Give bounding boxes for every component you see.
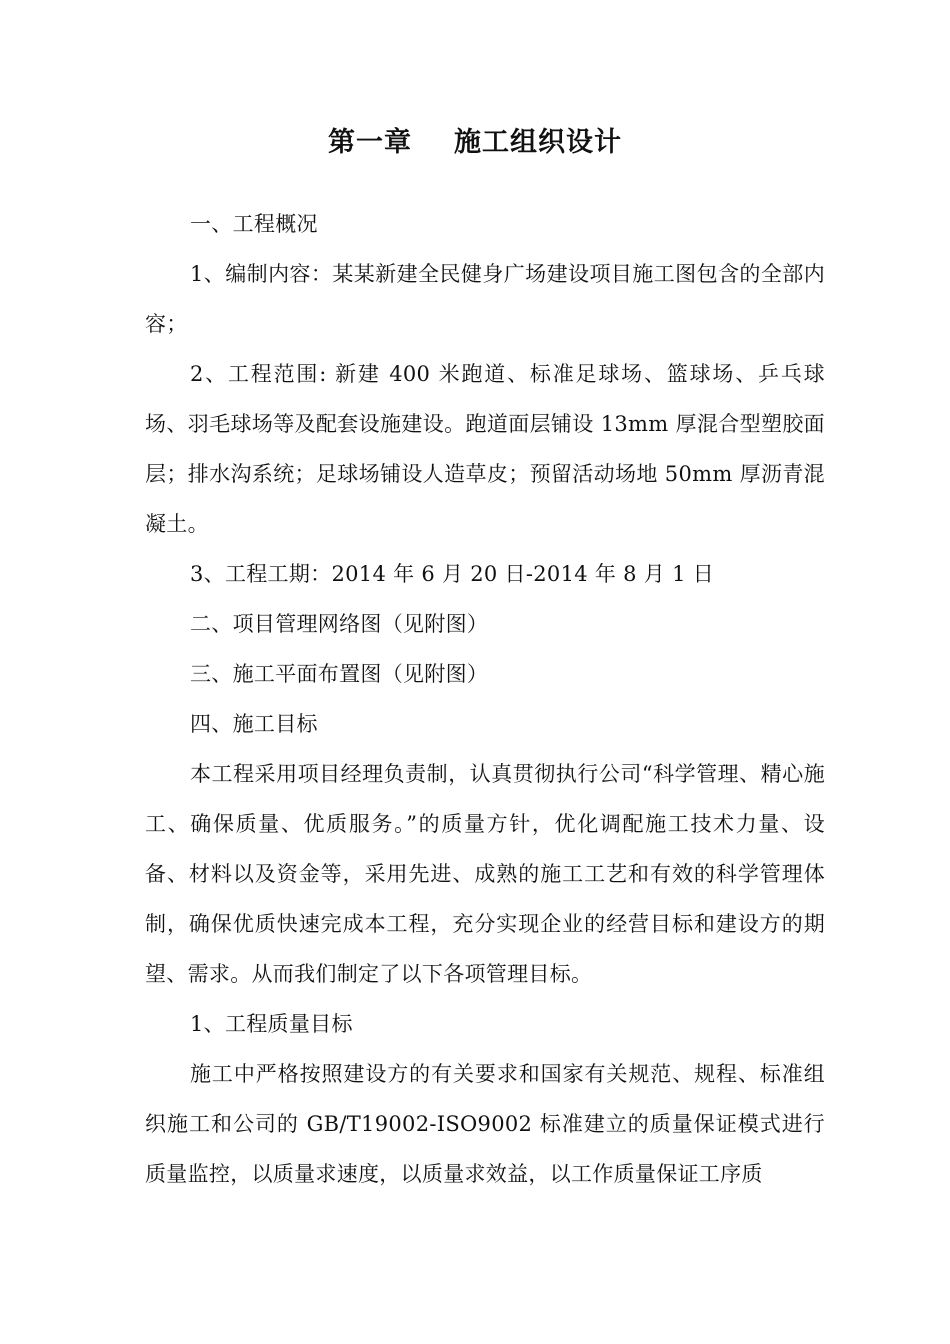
section-heading-layout: 三、施工平面布置图（见附图） (190, 662, 489, 686)
paragraph-content: 1、编制内容：某某新建全民健身广场建设项目施工图包含的全部内容； (145, 262, 825, 336)
chapter-number: 第一章 (328, 127, 412, 158)
section-heading-network: 二、项目管理网络图（见附图） (190, 612, 489, 636)
chapter-title (0, 120, 950, 159)
paragraph-schedule: 3、工程工期：2014 年 6 月 20 日-2014 年 8 月 1 日 (190, 562, 714, 586)
paragraph-goals: 本工程采用项目经理负责制，认真贯彻执行公司“科学管理、精心施工、确保质量、优质服务。”的质量方针，优化调配施工技术力量、设备、材料以及资金等，采用先进、成熟的施工工艺和有效的科学管理体制，确保优质快速完成本工程，充分实现企业的经营目标和建设方的期望、需求。从而我们制定了以下各项管理目标。 (145, 762, 825, 986)
section-heading-goals: 四、施工目标 (190, 712, 318, 736)
chapter-name: 施工组织设计 (454, 127, 622, 158)
section-heading-overview: 一、工程概况 (190, 212, 318, 236)
subheading-quality-goal: 1、工程质量目标 (190, 1012, 353, 1036)
paragraph-quality: 施工中严格按照建设方的有关要求和国家有关规范、规程、标准组织施工和公司的 GB/T19002-ISO9002 标准建立的质量保证模式进行质量监控，以质量求速度，以质量求效益，以工作质量保证工序质 (145, 1062, 825, 1186)
paragraph-scope: 2、工程范围: 新建 400 米跑道、标准足球场、篮球场、乒乓球场、羽毛球场等及配套设施建设。跑道面层铺设 13mm 厚混合型塑胶面层；排水沟系统；足球场铺设人造草皮；预留活动场地 50mm 厚沥青混凝土。 (145, 362, 825, 536)
document-body (145, 199, 825, 1199)
